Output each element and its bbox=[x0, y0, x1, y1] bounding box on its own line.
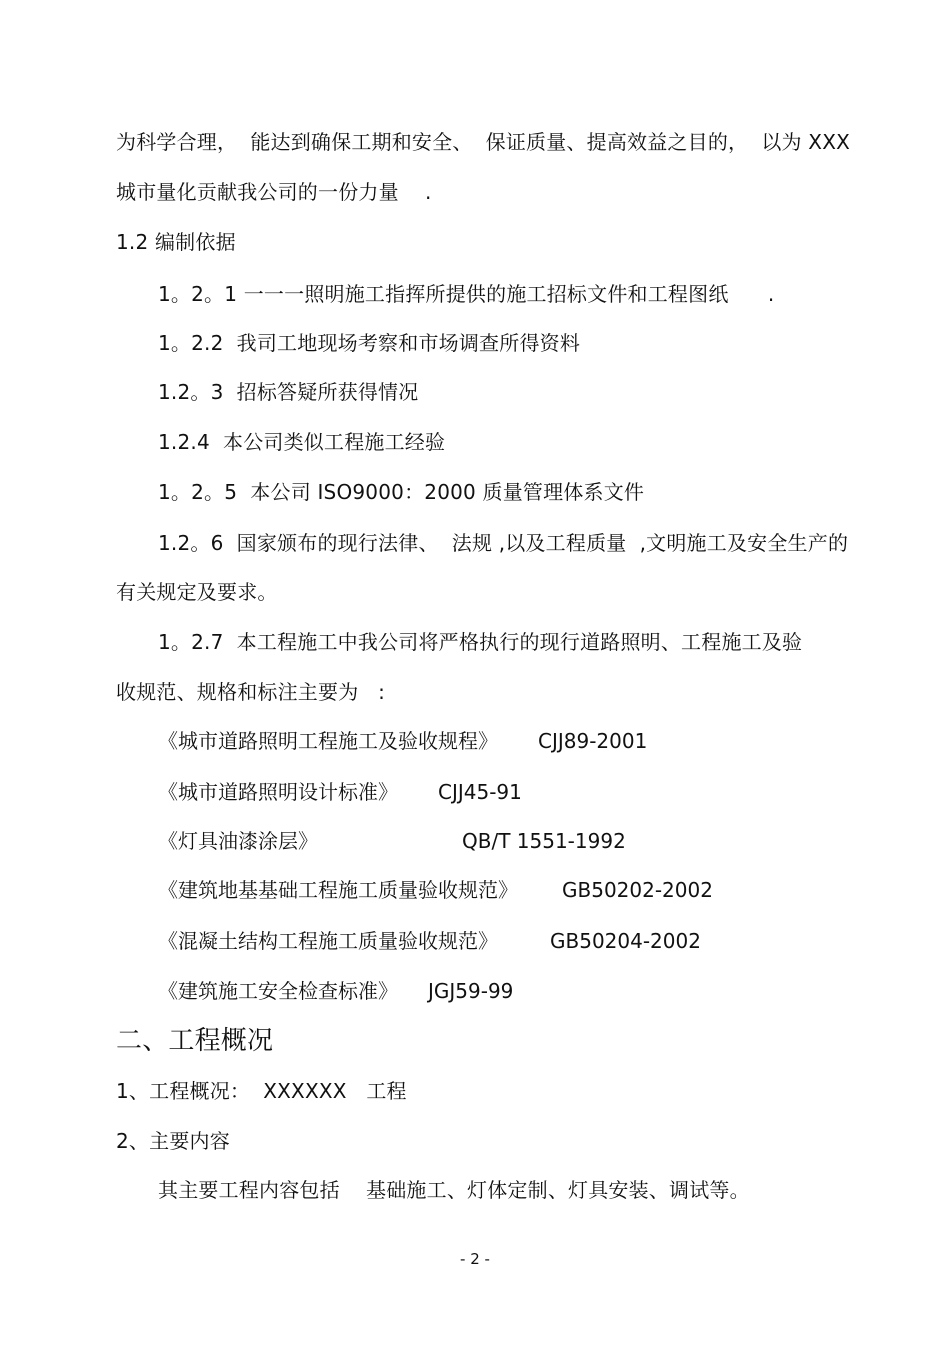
basis-item-4: 1.2.4 本公司类似工程施工经验 bbox=[158, 430, 446, 454]
standard-code: CJJ89-2001 bbox=[538, 729, 648, 753]
standard-code: GB50204-2002 bbox=[550, 929, 701, 953]
overview-item-1: 1、工程概况： XXXXXX 工程 bbox=[116, 1079, 407, 1103]
basis-item-5: 1。2。5 本公司 ISO9000：2000 质量管理体系文件 bbox=[158, 480, 645, 504]
main-content-text: 其主要工程内容包括 基础施工、灯体定制、灯具安装、调试等。 bbox=[158, 1178, 750, 1202]
basis-item-3: 1.2。3 招标答疑所获得情况 bbox=[158, 380, 419, 404]
page-number: - 2 - bbox=[460, 1250, 490, 1268]
section-2-heading: 二、工程概况 bbox=[116, 1026, 274, 1056]
standard-code: JGJ59-99 bbox=[428, 979, 514, 1003]
standard-code: CJJ45-91 bbox=[438, 780, 522, 804]
intro-line-2: 城市量化贡献我公司的一份力量 . bbox=[116, 180, 432, 204]
standard-name: 《城市道路照明设计标准》 bbox=[158, 780, 398, 804]
intro-line-1: 为科学合理， 能达到确保工期和安全、 保证质量、提高效益之目的， 以为 XXX bbox=[116, 130, 851, 154]
standard-code: GB50202-2002 bbox=[562, 878, 713, 902]
basis-item-6-line-1: 1.2。6 国家颁布的现行法律、 法规 ,以及工程质量 ,文明施工及安全生产的 bbox=[158, 531, 849, 555]
basis-item-7-line-1: 1。2.7 本工程施工中我公司将严格执行的现行道路照明、工程施工及验 bbox=[158, 630, 803, 654]
standard-code: QB/T 1551-1992 bbox=[462, 829, 626, 853]
standard-name: 《城市道路照明工程施工及验收规程》 bbox=[158, 729, 498, 753]
basis-item-2: 1。2.2 我司工地现场考察和市场调查所得资料 bbox=[158, 331, 581, 355]
overview-item-2: 2、主要内容 bbox=[116, 1129, 230, 1153]
standard-name: 《建筑地基基础工程施工质量验收规范》 bbox=[158, 878, 518, 902]
basis-item-6-line-2: 有关规定及要求。 bbox=[116, 580, 278, 604]
standard-name: 《建筑施工安全检查标准》 bbox=[158, 979, 398, 1003]
section-1-2-title: 1.2 编制依据 bbox=[116, 230, 236, 254]
basis-item-7-line-2: 收规范、规格和标注主要为 : bbox=[116, 680, 386, 704]
standard-name: 《灯具油漆涂层》 bbox=[158, 829, 318, 853]
basis-item-1: 1。2。1 一一一照明施工指挥所提供的施工招标文件和工程图纸 . bbox=[158, 282, 775, 306]
standard-name: 《混凝土结构工程施工质量验收规范》 bbox=[158, 929, 498, 953]
